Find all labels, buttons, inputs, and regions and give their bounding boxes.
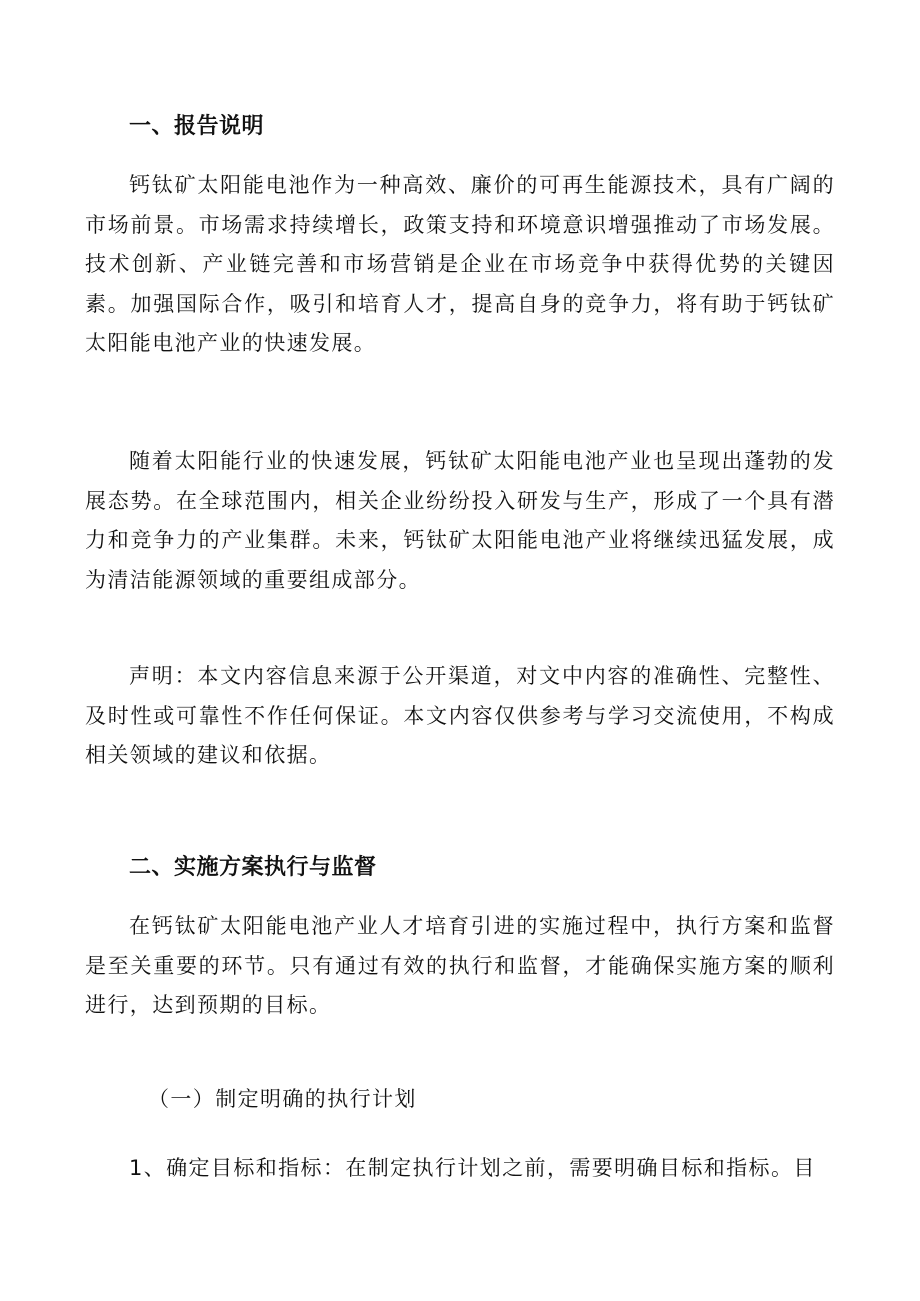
list-item-define-goals: 1、确定目标和指标：在制定执行计划之前，需要明确目标和指标。目 — [129, 1156, 816, 1180]
section-heading-implementation-supervision: 二、实施方案执行与监督 — [129, 855, 377, 880]
paragraph-disclaimer: 声明：本文内容信息来源于公开渠道，对文中内容的准确性、完整性、及时性或可靠性不作任何保证。本文内容仅供参考与学习交流使用，不构成相关领域的建议和依据。 — [85, 664, 835, 767]
paragraph-implementation-intro: 在钙钛矿太阳能电池产业人才培育引进的实施过程中，执行方案和监督是至关重要的环节。只有通过有效的执行和监督，才能确保实施方案的顺利进行，达到预期的目标。 — [85, 914, 835, 1017]
subsection-heading-execution-plan: （一）制定明确的执行计划 — [148, 1087, 417, 1111]
section-heading-report-description: 一、报告说明 — [129, 114, 265, 139]
paragraph-industry-development: 随着太阳能行业的快速发展，钙钛矿太阳能电池产业也呈现出蓬勃的发展态势。在全球范围内，相关企业纷纷投入研发与生产，形成了一个具有潜力和竞争力的产业集群。未来，钙钛矿太阳能电池产业将继续迅猛发展，成为清洁能源领域的重要组成部分。 — [85, 449, 835, 592]
paragraph-market-outlook: 钙钛矿太阳能电池作为一种高效、廉价的可再生能源技术，具有广阔的市场前景。市场需求持续增长，政策支持和环境意识增强推动了市场发展。技术创新、产业链完善和市场营销是企业在市场竞争中获得优势的关键因素。加强国际合作，吸引和培育人才，提高自身的竞争力，将有助于钙钛矿太阳能电池产业的快速发展。 — [85, 173, 835, 355]
